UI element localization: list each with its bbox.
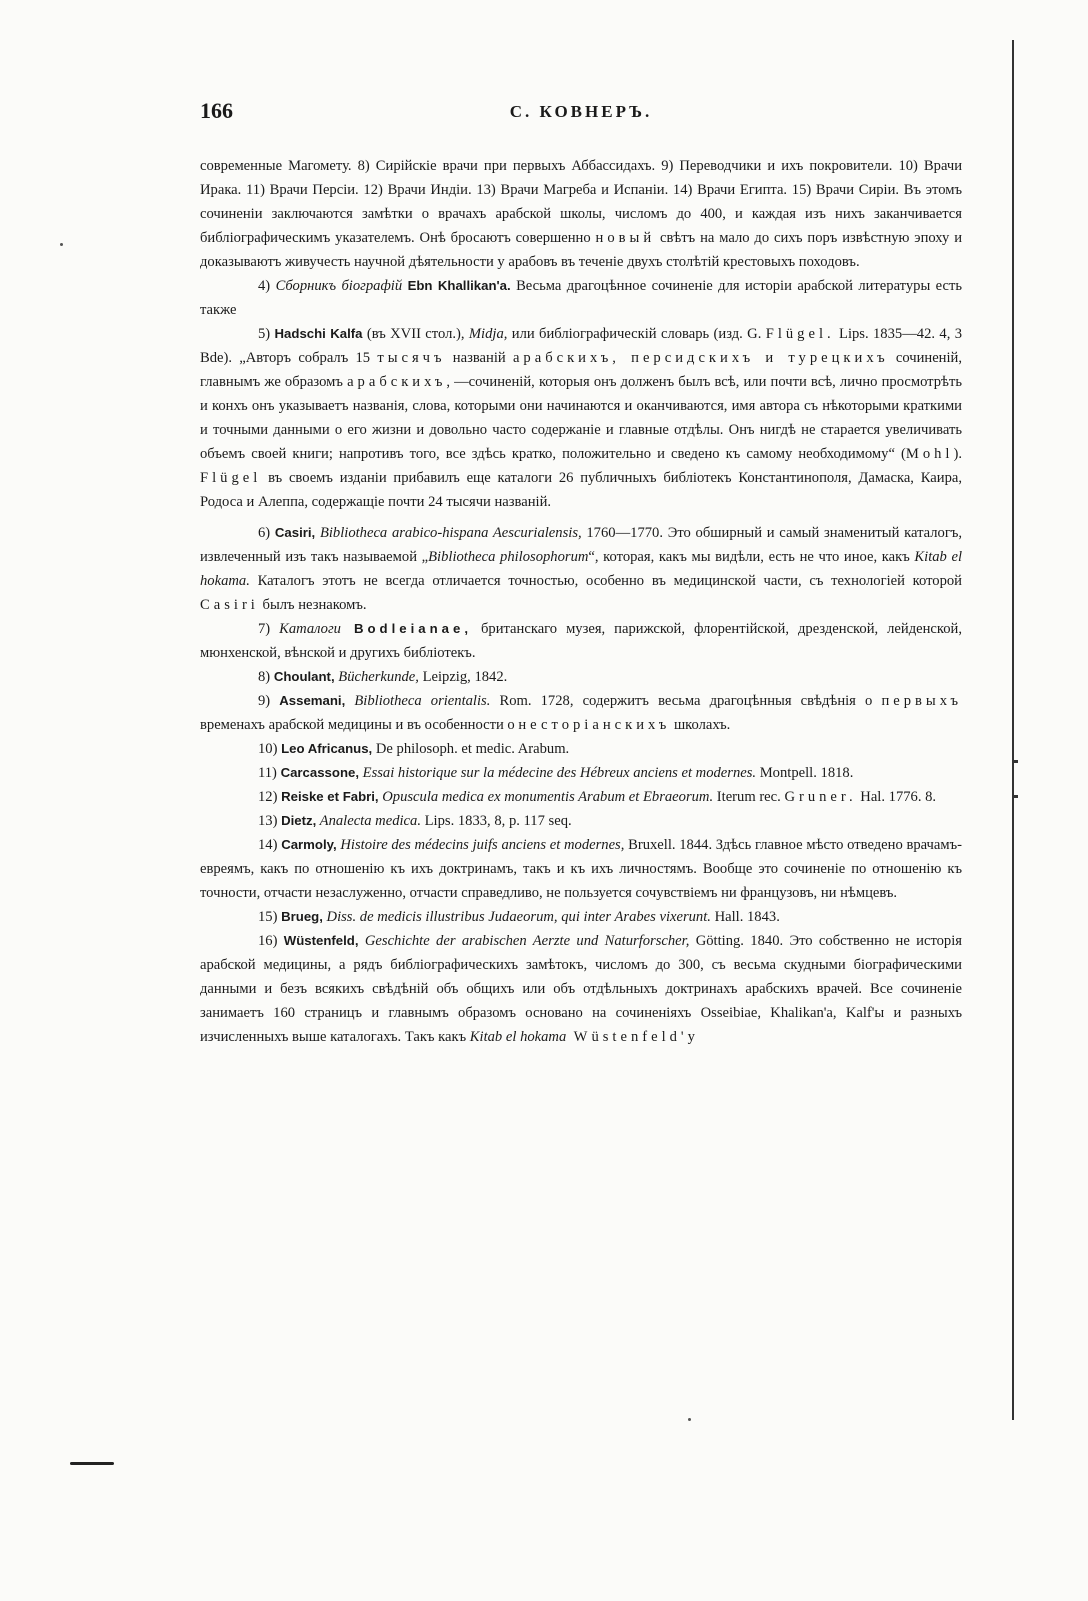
scan-speck — [688, 1418, 691, 1421]
paragraph: 15) Brueg, Diss. de medicis illustribus Judaeorum, qui inter Arabes vixerunt. Hall. 1843. — [258, 909, 780, 925]
paragraph: 9) Assemani, Bibliotheca orientalis. Rom. 1728, содержитъ весьма драгоцѣнныя свѣдѣнія о первыхъ временахъ арабской медицины и въ особенности о несторіанскихъ школахъ. — [200, 693, 963, 733]
scan-margin-line — [1012, 40, 1014, 1420]
page-body — [200, 154, 962, 1049]
scan-margin-mark — [1012, 760, 1018, 763]
paragraph: 10) Leo Africanus, De philosoph. et medic. Arabum. — [258, 741, 570, 757]
paragraph: 7) Каталоги Bodleianae, британскаго музея, парижской, флорентійской, дрезденской, лейденской, мюнхенской, вѣнской и другихъ библіотекъ. — [200, 621, 963, 661]
paragraph: 14) Carmoly, Histoire des médecins juifs anciens et modernes, Bruxell. 1844. Здѣсь главное мѣсто отведено врачамъ-евреямъ, какъ по отношенію къ ихъ доктринамъ, такъ и къ ихъ личностямъ. Вообще это сочиненіе по отношенію къ точности, отчасти незаслуженно, отчасти справедливо, не пользуется сочувствіемъ ни французовъ, ни нѣмцевъ. — [200, 837, 963, 901]
page-number: 166 — [200, 98, 233, 123]
scan-margin-mark — [1012, 795, 1018, 798]
paragraph: 16) Wüstenfeld, Geschichte der arabischen Aerzte und Naturforscher, Götting. 1840. Это собственно не исторія арабской медицины, а рядъ библіографическихъ замѣтокъ, числомъ до 300, съ весьма скудными біографическими данными и безъ всякихъ свѣдѣній объ общихъ или объ отдѣльныхъ доктринахъ арабскихъ врачей. Все сочиненіе занимаетъ 160 страницъ и главнымъ образомъ основано на сочиненіяхъ Osseibiae, Khalikan'a, Kalf'ы и разныхъ изчисленныхъ выше каталогахъ. Такъ какъ Kitab el hokama Wüstenfeld'y — [200, 933, 962, 1045]
paragraph: 6) Casiri, Bibliotheca arabico-hispana Aescurialensis, 1760—1770. Это обширный и самый знаменитый каталогъ, извлеченный изъ такъ называемой „Bibliotheca philosophorum“, которая, какъ мы видѣли, есть не что иное, какъ Kitab el hokama. Каталогъ этотъ не всегда отличается точностью, особенно въ медицинской части, съ технологіей которой Casiri былъ незнакомъ. — [200, 525, 963, 613]
paragraph: 5) Hadschi Kalfa (въ XVII стол.), Midja, или библіографическій словарь (изд. G. Flügel. Lips. 1835—42. 4, 3 Bde). „Авторъ собралъ 15 тысячъ названій арабскихъ, персидскихъ и турецкихъ сочиненій, главнымъ же образомъ арабскихъ,—сочиненій, которыя онъ долженъ былъ всѣ, или почти всѣ, лично просмотрѣть и конхъ онъ указываетъ названія, слова, которыми они начинаются и оканчиваются, имя автора съ нѣкоторыми краткими и точными данными о его жизни и довольно часто содержаніе и главные отдѣлы. Онъ нигдѣ не старается увеличивать объемъ своей книги; напротивъ того, все здѣсь кратко, положительно и сведено къ самому необходимому“ (Mohl). Flügel въ своемъ изданіи прибавилъ еще каталоги 26 публичныхъ библіотекъ Константинополя, Дамаска, Каира, Родоса и Алеппа, содержащіе почти 24 тысячи названій. — [200, 326, 963, 510]
paragraph: 12) Reiske et Fabri, Opuscula medica ex monumentis Arabum et Ebraeorum. Iterum rec. Gruner. Hal. 1776. 8. — [258, 789, 937, 805]
paragraph: 13) Dietz, Analecta medica. Lips. 1833, 8, p. 117 seq. — [258, 813, 572, 829]
page-header — [200, 98, 962, 138]
paragraph: 4) Сборникъ біографій Ebn Khallikan'a. Весьма драгоцѣнное сочиненіе для исторіи арабской литературы есть также — [200, 278, 962, 318]
book-page — [200, 98, 962, 1049]
scan-speck — [60, 243, 63, 246]
paragraph: 8) Choulant, Bücherkunde, Leipzig, 1842. — [258, 669, 508, 685]
paragraph: 11) Carcassone, Essai historique sur la médecine des Hébreux anciens et modernes. Montpell. 1818. — [258, 765, 854, 781]
paragraph: современные Магомету. 8) Сирійскіе врачи при первыхъ Аббассидахъ. 9) Переводчики и ихъ покровители. 10) Врачи Ирака. 11) Врачи Персіи. 12) Врачи Индіи. 13) Врачи Магреба и Испаніи. 14) Врачи Египта. 15) Врачи Сиріи. Въ этомъ сочиненіи заключаются замѣтки о врачахъ арабской школы, числомъ до 400, и каждая изъ нихъ заканчивается библіографическимъ указателемъ. Онѣ бросаютъ совершенно новый свѣтъ на мало до сихъ поръ извѣстную эпоху и доказываютъ живучесть научной дѣятельности у арабовъ въ теченіе двухъ столѣтій крестовыхъ походовъ. — [200, 158, 963, 270]
scan-artifact-dash — [70, 1462, 114, 1465]
running-head: С. КОВНЕРЪ. — [509, 102, 653, 121]
